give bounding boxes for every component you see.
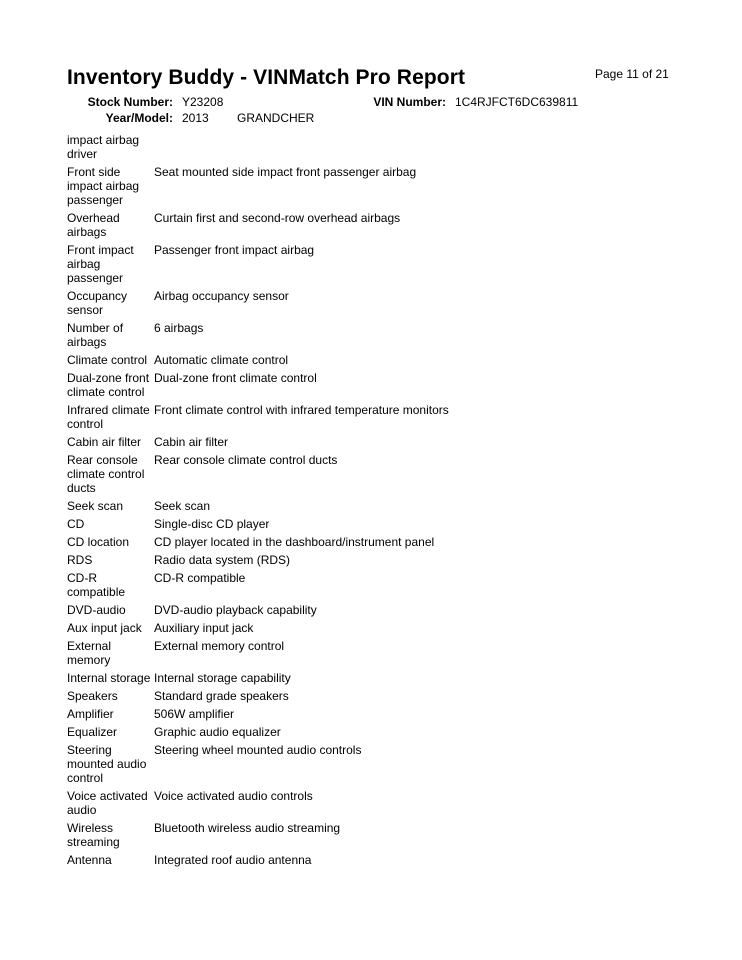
spec-value: Integrated roof audio antenna bbox=[154, 853, 312, 867]
spec-value: Airbag occupancy sensor bbox=[154, 289, 289, 303]
spec-value: Passenger front impact airbag bbox=[154, 243, 315, 257]
spec-label: Antenna bbox=[67, 853, 112, 867]
spec-row bbox=[67, 403, 687, 435]
spec-value: Bluetooth wireless audio streaming bbox=[154, 821, 341, 835]
spec-row bbox=[67, 289, 687, 321]
spec-value: Cabin air filter bbox=[154, 435, 229, 449]
spec-row bbox=[67, 535, 687, 553]
spec-row bbox=[67, 689, 687, 707]
spec-value: Seek scan bbox=[154, 499, 211, 513]
spec-label: Climate control bbox=[67, 353, 148, 367]
spec-value: 506W amplifier bbox=[154, 707, 235, 721]
spec-value: CD player located in the dashboard/instrument panel bbox=[154, 535, 435, 549]
spec-label: Wireless streaming bbox=[67, 821, 120, 849]
spec-row bbox=[67, 133, 687, 165]
spec-label: CD location bbox=[67, 535, 130, 549]
vin-number-value: 1C4RJFCT6DC639811 bbox=[455, 95, 579, 109]
spec-label: Number of airbags bbox=[67, 321, 124, 349]
spec-row bbox=[67, 639, 687, 671]
spec-value: Dual-zone front climate control bbox=[154, 371, 317, 385]
spec-label: External memory bbox=[67, 639, 112, 667]
spec-value: Front climate control with infrared temperature monitors bbox=[154, 403, 449, 417]
spec-row bbox=[67, 435, 687, 453]
spec-row bbox=[67, 821, 687, 853]
spec-label: CD-R compatible bbox=[67, 571, 126, 599]
stock-number-label: Stock Number: bbox=[87, 95, 173, 109]
spec-row bbox=[67, 453, 687, 499]
spec-row bbox=[67, 621, 687, 639]
spec-label: Speakers bbox=[67, 689, 118, 703]
spec-label: Aux input jack bbox=[67, 621, 142, 635]
spec-value: External memory control bbox=[154, 639, 285, 653]
spec-label: Occupancy sensor bbox=[67, 289, 128, 317]
page-number: Page 11 of 21 bbox=[595, 67, 669, 81]
spec-row bbox=[67, 211, 687, 243]
spec-value: Steering wheel mounted audio controls bbox=[154, 743, 362, 757]
spec-row bbox=[67, 321, 687, 353]
spec-row bbox=[67, 743, 687, 789]
spec-value: Automatic climate control bbox=[154, 353, 289, 367]
spec-value: Voice activated audio controls bbox=[154, 789, 313, 803]
spec-label: RDS bbox=[67, 553, 93, 567]
spec-value: Graphic audio equalizer bbox=[154, 725, 281, 739]
spec-row bbox=[67, 499, 687, 517]
spec-value: Radio data system (RDS) bbox=[154, 553, 291, 567]
spec-value: Curtain first and second-row overhead airbags bbox=[154, 211, 401, 225]
spec-row bbox=[67, 371, 687, 403]
spec-label: Rear console climate control ducts bbox=[67, 453, 145, 495]
spec-row bbox=[67, 707, 687, 725]
spec-row bbox=[67, 853, 687, 871]
model-value: GRANDCHER bbox=[237, 111, 315, 125]
vin-number-label: VIN Number: bbox=[373, 95, 446, 109]
spec-value: Rear console climate control ducts bbox=[154, 453, 338, 467]
spec-row bbox=[67, 671, 687, 689]
spec-row bbox=[67, 725, 687, 743]
spec-label: Cabin air filter bbox=[67, 435, 142, 449]
spec-label: Overhead airbags bbox=[67, 211, 120, 239]
stock-number-value: Y23208 bbox=[182, 95, 224, 109]
spec-table bbox=[67, 133, 687, 871]
spec-value: DVD-audio playback capability bbox=[154, 603, 317, 617]
spec-label: CD bbox=[67, 517, 85, 531]
spec-label: Front side impact airbag passenger bbox=[67, 165, 140, 207]
spec-label: Amplifier bbox=[67, 707, 114, 721]
spec-label: Equalizer bbox=[67, 725, 118, 739]
spec-row bbox=[67, 571, 687, 603]
spec-value: 6 airbags bbox=[154, 321, 204, 335]
spec-row bbox=[67, 603, 687, 621]
spec-row bbox=[67, 789, 687, 821]
spec-label: DVD-audio bbox=[67, 603, 126, 617]
spec-value: Standard grade speakers bbox=[154, 689, 289, 703]
spec-label: Dual-zone front climate control bbox=[67, 371, 150, 399]
spec-value: Single-disc CD player bbox=[154, 517, 270, 531]
spec-label: Seek scan bbox=[67, 499, 124, 513]
spec-row bbox=[67, 243, 687, 289]
spec-label: Voice activated audio bbox=[67, 789, 148, 817]
spec-label: Steering mounted audio control bbox=[67, 743, 147, 785]
spec-label: Front impact airbag passenger bbox=[67, 243, 134, 285]
spec-label: Infrared climate control bbox=[67, 403, 150, 431]
spec-value: Internal storage capability bbox=[154, 671, 291, 685]
spec-row bbox=[67, 553, 687, 571]
spec-label: Internal storage bbox=[67, 671, 151, 685]
spec-row bbox=[67, 353, 687, 371]
year-value: 2013 bbox=[182, 111, 209, 125]
report-title: Inventory Buddy - VINMatch Pro Report bbox=[67, 66, 466, 89]
spec-value: CD-R compatible bbox=[154, 571, 246, 585]
spec-row bbox=[67, 165, 687, 211]
year-model-label: Year/Model: bbox=[105, 111, 173, 125]
spec-value: Seat mounted side impact front passenger airbag bbox=[154, 165, 417, 179]
spec-value: Auxiliary input jack bbox=[154, 621, 254, 635]
spec-label: impact airbag driver bbox=[67, 133, 140, 161]
spec-row bbox=[67, 517, 687, 535]
